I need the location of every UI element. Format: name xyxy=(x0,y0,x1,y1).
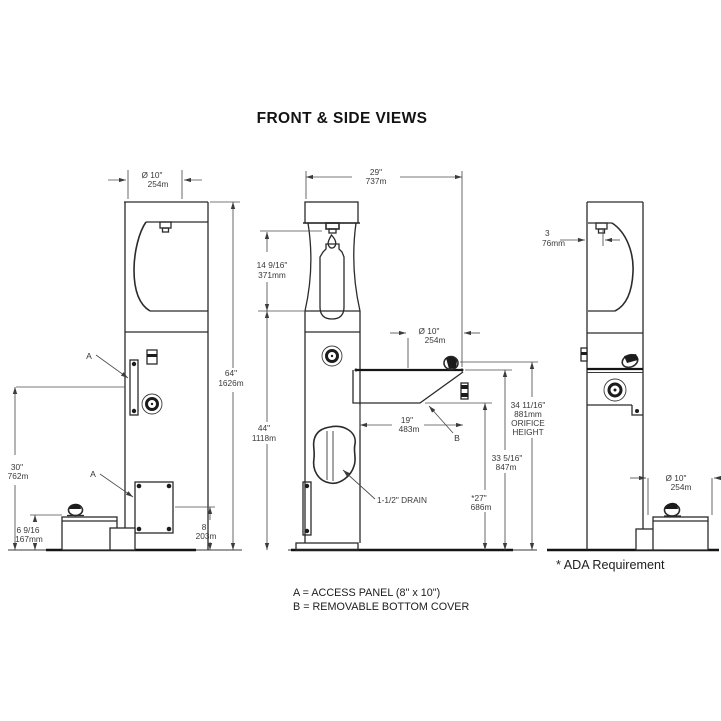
dim-orifice-height-l4: HEIGHT xyxy=(512,427,544,437)
dim-basin-width-in: 19" xyxy=(400,415,414,425)
left-base-step xyxy=(110,528,135,550)
dim-orifice-height-l3: ORIFICE xyxy=(511,418,545,428)
callout-a-upper-label: A xyxy=(86,351,92,361)
drain-outline xyxy=(314,426,356,483)
dim-panel-bottom-in: 8 xyxy=(201,522,207,532)
lower-basin-front xyxy=(353,357,468,404)
dim-overall-height-mm: 1626m xyxy=(218,378,244,388)
dim-shroud-diameter xyxy=(108,170,202,199)
left-side-view xyxy=(62,202,208,550)
basin-side-button-bump xyxy=(461,383,468,399)
dim-shroud-opening-in: 14 9/16" xyxy=(256,260,288,270)
dim-overall-height xyxy=(210,202,244,550)
dim-bubbler-offset-in: 3 xyxy=(545,228,550,238)
page-title: FRONT & SIDE VIEWS xyxy=(256,110,428,127)
ada-requirement-note: * ADA Requirement xyxy=(556,558,665,572)
right-front-button-bump xyxy=(581,348,587,361)
dim-orifice-height-l1: 34 11/16" xyxy=(510,400,546,410)
callout-b-label: B xyxy=(454,433,460,443)
lower-basin-side xyxy=(587,352,643,415)
dim-lower-height-in: 44" xyxy=(257,423,271,433)
left-push-button-icon xyxy=(142,394,162,414)
left-lower-access-panel xyxy=(135,482,173,533)
dim-rim-height-in: 33 5/16" xyxy=(491,453,523,463)
basin-bubbler-icon xyxy=(444,357,458,370)
pet-bowl-left xyxy=(62,504,117,550)
side-basin-button-icon xyxy=(604,379,626,401)
side-basin-bubbler-icon xyxy=(620,352,639,369)
left-upper-bubbler-icon xyxy=(160,222,171,232)
dim-shroud-dia-mm: 254m xyxy=(147,179,169,189)
dim-basin-width xyxy=(360,405,463,434)
dim-knee-clearance-in: *27" xyxy=(471,493,487,503)
bottle-outline xyxy=(320,244,344,319)
dim-bowl-height-in: 6 9/16 xyxy=(16,525,40,535)
dim-shroud-opening xyxy=(257,231,322,311)
note-bottom-cover: B = REMOVABLE BOTTOM COVER xyxy=(293,601,470,613)
left-access-strip xyxy=(130,360,138,415)
dim-bowl-height xyxy=(15,515,62,550)
dim-pedestal-height-in: 30" xyxy=(10,462,24,472)
dim-lower-height xyxy=(252,311,276,550)
left-column-outline xyxy=(124,202,208,550)
dim-basin-dia-in: Ø 10" xyxy=(418,326,440,336)
dim-shroud-opening-mm: 371mm xyxy=(258,270,286,280)
callout-drain xyxy=(343,470,427,505)
dim-bowl-dia-in: Ø 10" xyxy=(665,473,687,483)
dim-overall-height-in: 64" xyxy=(224,368,238,378)
dim-lower-height-mm: 1118m xyxy=(251,433,277,443)
front-access-strip xyxy=(303,482,311,535)
dim-knee-clearance-mm: 686m xyxy=(470,502,492,512)
dim-pedestal-height-mm: 762m xyxy=(7,471,29,481)
left-shroud-recess xyxy=(134,222,208,311)
callout-a-lower-label: A xyxy=(90,469,96,479)
callout-b xyxy=(429,406,460,443)
dim-bowl-dia-mm: 254m xyxy=(670,482,692,492)
dim-bubbler-offset-mm: 76mm xyxy=(542,238,566,248)
dim-orifice-height-l2: 881mm xyxy=(514,409,542,419)
front-push-button-icon xyxy=(322,346,342,366)
water-drop-icon xyxy=(328,235,336,248)
callout-a-upper xyxy=(86,351,128,378)
right-upper-bubbler-icon xyxy=(596,223,607,233)
dim-overall-width-mm: 737m xyxy=(365,176,387,186)
pet-bowl-right xyxy=(653,503,708,550)
note-access-panel: A = ACCESS PANEL (8" x 10") xyxy=(293,587,441,599)
dim-overall-width-in: 29" xyxy=(369,167,383,177)
dim-rim-height-mm: 847m xyxy=(495,462,517,472)
right-side-view xyxy=(581,202,708,550)
front-cap xyxy=(303,202,360,223)
right-column-outline xyxy=(587,202,643,550)
dim-bubbler-offset xyxy=(542,228,620,248)
callout-a-lower xyxy=(90,469,133,497)
right-shroud-recess xyxy=(588,223,633,311)
dim-bowl-height-mm: 167mm xyxy=(15,534,43,544)
dim-basin-width-mm: 483m xyxy=(398,424,420,434)
dim-panel-bottom-mm: 203m xyxy=(195,531,217,541)
dim-shroud-dia-in: Ø 10" xyxy=(141,170,163,180)
dim-panel-bottom xyxy=(175,507,216,550)
drain-label: 1-1/2" DRAIN xyxy=(377,495,427,505)
left-bracket-clip xyxy=(147,350,157,364)
dim-basin-dia-mm: 254m xyxy=(424,335,446,345)
dim-rim-height xyxy=(465,370,522,550)
